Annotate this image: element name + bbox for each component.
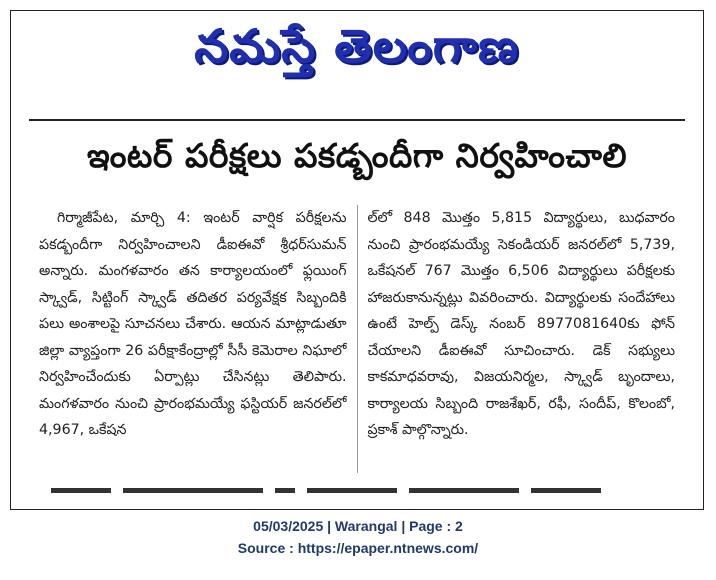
source-link[interactable]: Source : https://epaper.ntnews.com/ [237,540,479,556]
date-edition-page: 05/03/2025 | Warangal | Page : 2 [253,518,463,534]
source-footer [0,515,716,559]
cropped-next-headline [51,479,663,493]
newspaper-clipping [10,10,704,510]
masthead [11,11,703,93]
article-body [29,205,685,473]
article-headline: ఇంటర్ పరీక్షలు పకడ్బందీగా నిర్వహించాలి [86,135,628,175]
divider [29,119,685,121]
article-column-2: ల్‌లో 848 మొత్తం 5,815 విద్యార్థులు, బుధవారం నుంచి ప్రారంభమయ్యే సెకండియర్ జనరల్‌లో 5,739, ఒకేషనల్ 767 మొత్తం 6,506 విద్యార్థులు పరీక్షలకు హాజరుకానున్నట్లు వివరించారు. విద్యార్థులకు సందేహాలు ఉంటే హెల్ప్ డెస్క్ నంబర్ 8977081640కు ఫోన్ చేయాలని డీఐఈవో సూచించారు. డెక్ సభ్యులు కాకమాధవరావు, విజయనిర్మల, స్క్వాడ్ బృందాలు, కార్యాలయ సిబ్బంది రాజశేఖర్, రఫీ, సందీప్, కొలంబో, ప్రకాశ్ పాల్గొన్నారు. [367,210,675,438]
article-column-1: గిర్మాజీపేట, మార్చి 4: ఇంటర్ వార్షిక పరీక్షలను పకడ్బందీగా నిర్వహించాలని డీఐఈవో శ్రీధర్‌సుమన్ అన్నారు. మంగళవారం తన కార్యాలయంలో ఫ్లయింగ్ స్క్వాడ్, సిట్టింగ్ స్క్వాడ్ తదితర పర్యవేక్షక సిబ్బందికి పలు అంశాలపై సూచనలు చేశారు. ఆయన మాట్లాడుతూ జిల్లా వ్యాప్తంగా 26 పరీక్షాకేంద్రాల్లో సీసీ కెమెరాల నిఘాలో నిర్వహించేందుకు ఏర్పాట్లు చేసినట్లు తెలిపారు. మంగళవారం నుంచి ప్రారంభమయ్యే ఫస్టియర్ జనరల్‌లో 4,967, ఒకేషన [29,205,358,473]
newspaper-logo: నమస్తే తెలంగాణ [194,19,520,73]
